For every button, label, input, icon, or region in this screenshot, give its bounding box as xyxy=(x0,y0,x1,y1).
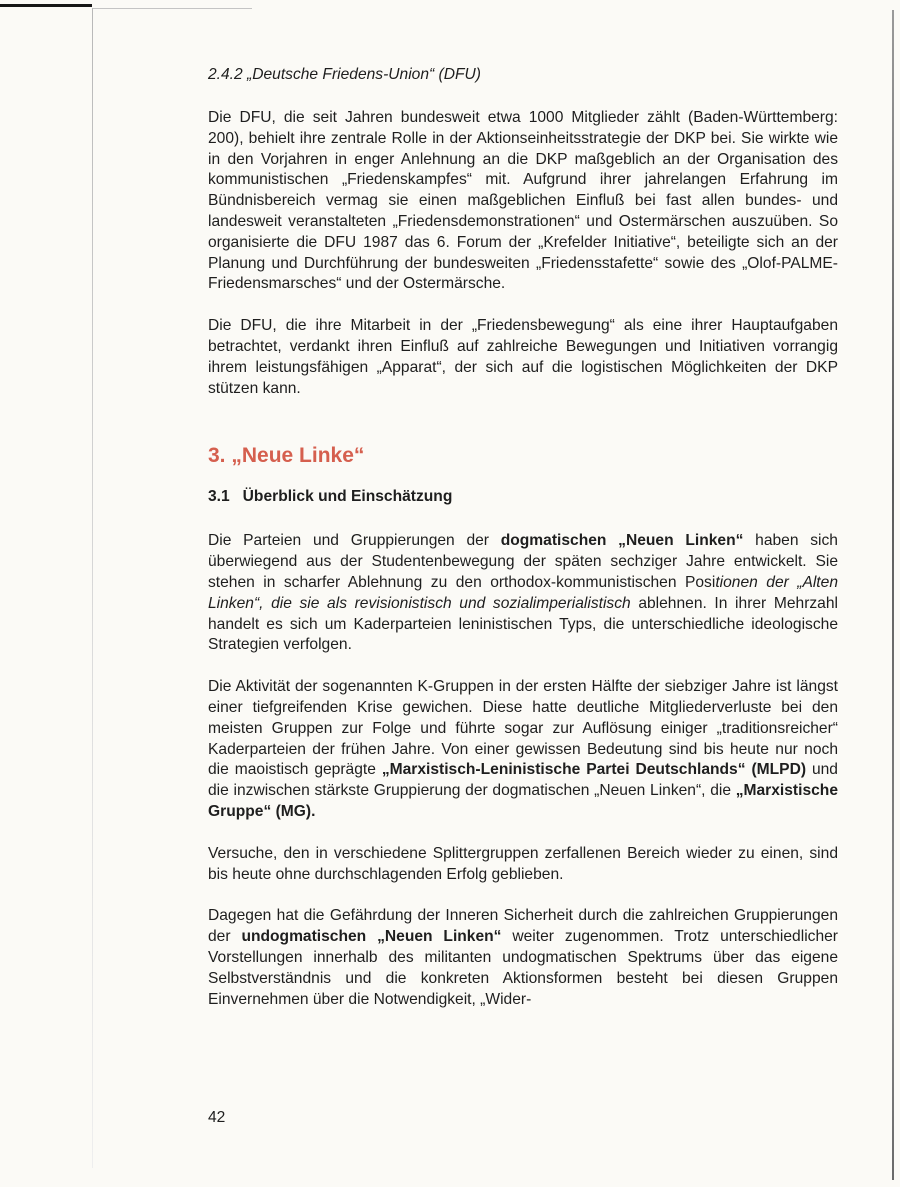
chapter-heading: 3. „Neue Linke“ xyxy=(208,444,365,468)
neue-linke-paragraph-2: Die Aktivität der sogenannten K-Gruppen in der ersten Hälfte der siebziger Jahre ist längst einer tiefgreifenden Krise gewichen. Diese hatte deutliche Mitgliederverluste bei den meisten Gruppen zur Folge und führte sogar zur Auflösung einiger „traditionsreicher“ Kaderparteien der frühen Jahre. Von einer gewissen Bedeutung sind bis heute nur noch die maoistisch geprägte „Marxistisch-Leninistische Partei Deutschlands“ (MLPD) und die inzwischen stärkste Gruppierung der dogmatischen „Neuen Linken“, die „Marxistische Gruppe“ (MG). xyxy=(208,678,838,820)
scan-edge-top-line xyxy=(92,8,252,9)
emphasis-alte-linke: tionen der „Alten Linken“, die sie als revisionistisch und sozialimperialistisch xyxy=(208,573,838,612)
page-number: 42 xyxy=(208,1109,226,1126)
scan-edge-right xyxy=(892,10,894,1180)
section-heading: 2.4.2 „Deutsche Friedens-Union“ (DFU) xyxy=(208,66,481,83)
scan-edge-left xyxy=(92,8,93,1168)
emphasis-mlpd: „Marxistisch-Leninistische Partei Deutschlands“ (MLPD) xyxy=(381,761,807,779)
neue-linke-paragraph-1: Die Parteien und Gruppierungen der dogmatischen „Neuen Linken“ haben sich überwiegend aus der Studentenbewegung der späten sechziger Jahre entwickelt. Sie stehen in scharfer Ablehnung zu den orthodox-kommunistischen Positionen der „Alten Linken“, die sie als revisionistisch und sozialimperialistisch ablehnen. In ihrer Mehrzahl handelt es sich um Kaderparteien leninistischen Typs, die unterschiedliche ideologische Strategien verfolgen. xyxy=(208,532,838,654)
dfu-paragraph-2: Die DFU, die ihre Mitarbeit in der „Friedensbewegung“ als eine ihrer Hauptaufgaben betrachtet, verdankt ihren Einfluß auf zahlreiche Bewegungen und Initiativen vorrangig ihrem leistungsfähigen „Apparat“, der sich auf die logistischen Möglichkeiten der DKP stützen kann. xyxy=(208,317,838,397)
scan-edge-top-bar xyxy=(0,4,92,7)
dfu-paragraph-1: Die DFU, die seit Jahren bundesweit etwa 1000 Mitglieder zählt (Baden-Württemberg: 200), behielt ihre zentrale Rolle in der Aktionseinheitsstrategie der DKP bei. Sie wirkte wie in den Vorjahren in enger Anlehnung an die DKP maßgeblich an der Organisation des kommunistischen „Friedenskampfes“ mit. Aufgrund ihrer jahrelangen Erfahrung im Bündnisbereich vermag sie einen maßgeblichen Einfluß bei fast allen bundes- und landesweit veranstalteten „Friedensdemonstrationen“ und Ostermärschen auszuüben. So organisierte die DFU 1987 das 6. Forum der „Krefelder Initiative“, beteiligte sich an der Planung und Durchführung der bundesweiten „Friedensstafette“ sowie des „Olof-PALME-Friedensmarsches“ und der Ostermärsche. xyxy=(208,109,838,293)
neue-linke-paragraph-3: Versuche, den in verschiedene Splittergruppen zerfallenen Bereich wieder zu einen, sind bis heute ohne durchschlagenden Erfolg geblieben. xyxy=(208,844,838,883)
emphasis-dogmatic: dogmatischen „Neuen Linken“ xyxy=(500,532,744,550)
emphasis-mg: „Marxistische Gruppe“ (MG). xyxy=(208,782,838,820)
neue-linke-paragraph-4: Dagegen hat die Gefährdung der Inneren Sicherheit durch die zahlreichen Gruppierungen der undogmatischen „Neuen Linken“ weiter zugenommen. Trotz unterschiedlicher Vorstellungen innerhalb des militanten undogmatischen Spektrums über das eigene Selbstverständnis und die konkreten Aktionsformen besteht bei diesen Gruppen Einvernehmen über die Notwendigkeit, „Wider- xyxy=(208,907,838,1008)
document-page xyxy=(208,64,838,1010)
subsection-heading: 3.1 Überblick und Einschätzung xyxy=(208,488,453,506)
emphasis-undogmatic: undogmatischen „Neuen Linken“ xyxy=(241,928,502,946)
